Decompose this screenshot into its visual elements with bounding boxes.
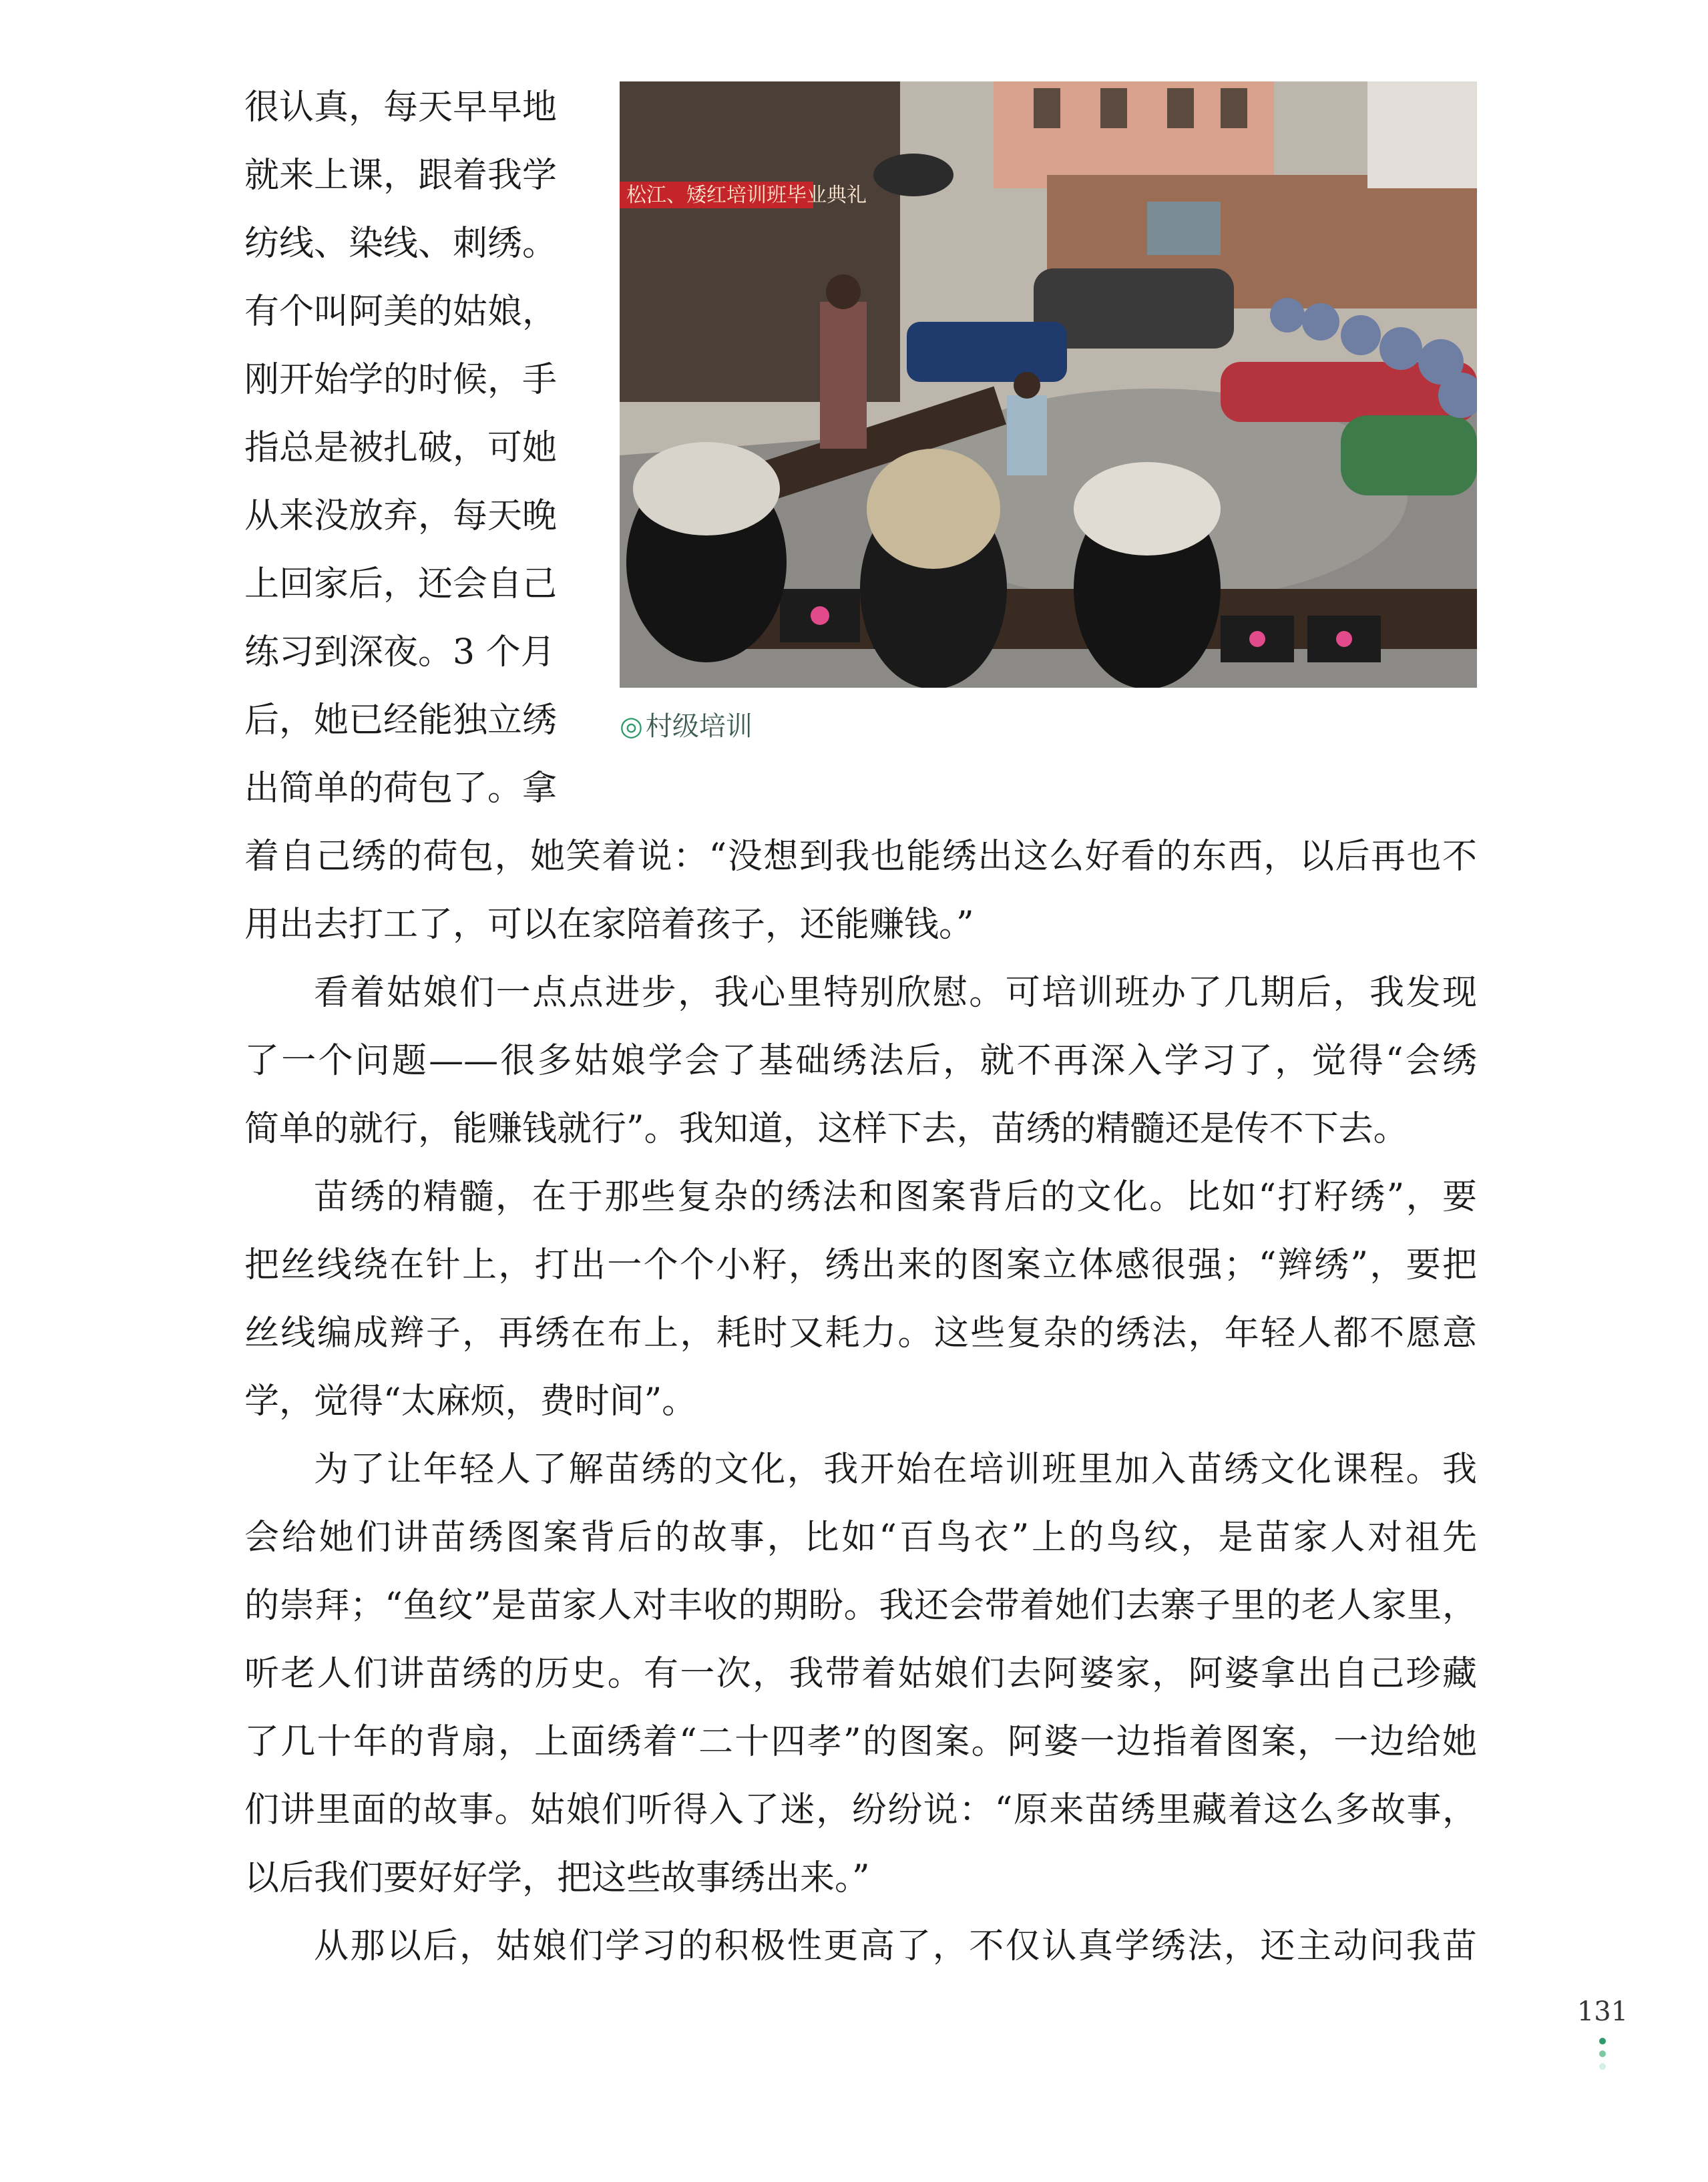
village-training-photo [620,81,1477,688]
page-dots-decoration [1594,2038,1611,2076]
text-line: 听老人们讲苗绣的历史。有一次，我带着姑娘们去阿婆家，阿婆拿出自己珍藏 [244,1654,1477,1694]
banner-text: 松江、矮红培训班毕业典礼 [626,184,867,207]
text-line: 刚开始学的时候，手 [244,360,558,400]
text-line: 会给她们讲苗绣图案背后的故事，比如“百鸟衣”上的鸟纹，是苗家人对祖先 [244,1518,1477,1558]
text-line: 们讲里面的故事。姑娘们听得入了迷，纷纷说：“原来苗绣里藏着这么多故事， [244,1790,1477,1830]
dot [1599,2050,1606,2057]
wrapped-text-column [244,73,592,823]
photo-caption [620,706,753,746]
text-line: 为了让年轻人了解苗绣的文化，我开始在培训班里加入苗绣文化课程。我 [314,1450,1477,1490]
text-line: 上回家后，还会自己 [244,564,558,604]
text-line: 很认真，每天早早地 [244,87,558,128]
text-line: 了几十年的背扇，上面绣着“二十四孝”的图案。阿婆一边指着图案，一边给她 [244,1722,1477,1762]
text-line: 看着姑娘们一点点进步，我心里特别欣慰。可培训班办了几期后，我发现 [314,973,1477,1013]
text-line: 丝线编成辫子，再绣在布上，耗时又耗力。这些复杂的绣法，年轻人都不愿意 [244,1313,1477,1353]
text-line: 简单的就行，能赚钱就行”。我知道，这样下去，苗绣的精髓还是传不下去。 [244,1109,1408,1149]
text-line: 纺线、染线、刺绣。 [244,224,558,264]
caption-text: 村级培训 [645,711,753,742]
dot [1599,2038,1606,2044]
text-line: 把丝线绕在针上，打出一个个小籽，绣出来的图案立体感很强；“辫绣”，要把 [244,1245,1477,1285]
dot [1599,2063,1606,2070]
text-line: 学，觉得“太麻烦，费时间”。 [244,1381,697,1422]
text-line: 苗绣的精髓，在于那些复杂的绣法和图案背后的文化。比如“打籽绣”，要 [314,1177,1477,1217]
caption-mark: ◎ [620,711,643,742]
text-line: 就来上课，跟着我学 [244,156,558,196]
text-line: 后，她已经能独立绣 [244,700,558,740]
text-line: 了一个问题——很多姑娘学会了基础绣法后，就不再深入学习了，觉得“会绣 [244,1041,1477,1081]
text-line: 从来没放弃，每天晚 [244,496,558,536]
text-line: 着自己绣的荷包，她笑着说：“没想到我也能绣出这么好看的东西，以后再也不 [244,837,1477,877]
text-line: 练习到深夜。3 个月 [244,632,556,672]
text-line: 从那以后，姑娘们学习的积极性更高了，不仅认真学绣法，还主动问我苗 [314,1926,1477,1966]
body-text [244,823,1477,1980]
text-line: 指总是被扎破，可她 [244,428,558,468]
text-line: 以后我们要好好学，把这些故事绣出来。” [244,1858,870,1898]
text-line: 有个叫阿美的姑娘， [244,292,558,332]
page-number: 131 [1576,1996,1629,2027]
text-line: 的崇拜；“鱼纹”是苗家人对丰收的期盼。我还会带着她们去寨子里的老人家里， [244,1586,1477,1626]
text-line: 出简单的荷包了。拿 [244,769,558,809]
text-line: 用出去打工了，可以在家陪着孩子，还能赚钱。” [244,905,974,945]
